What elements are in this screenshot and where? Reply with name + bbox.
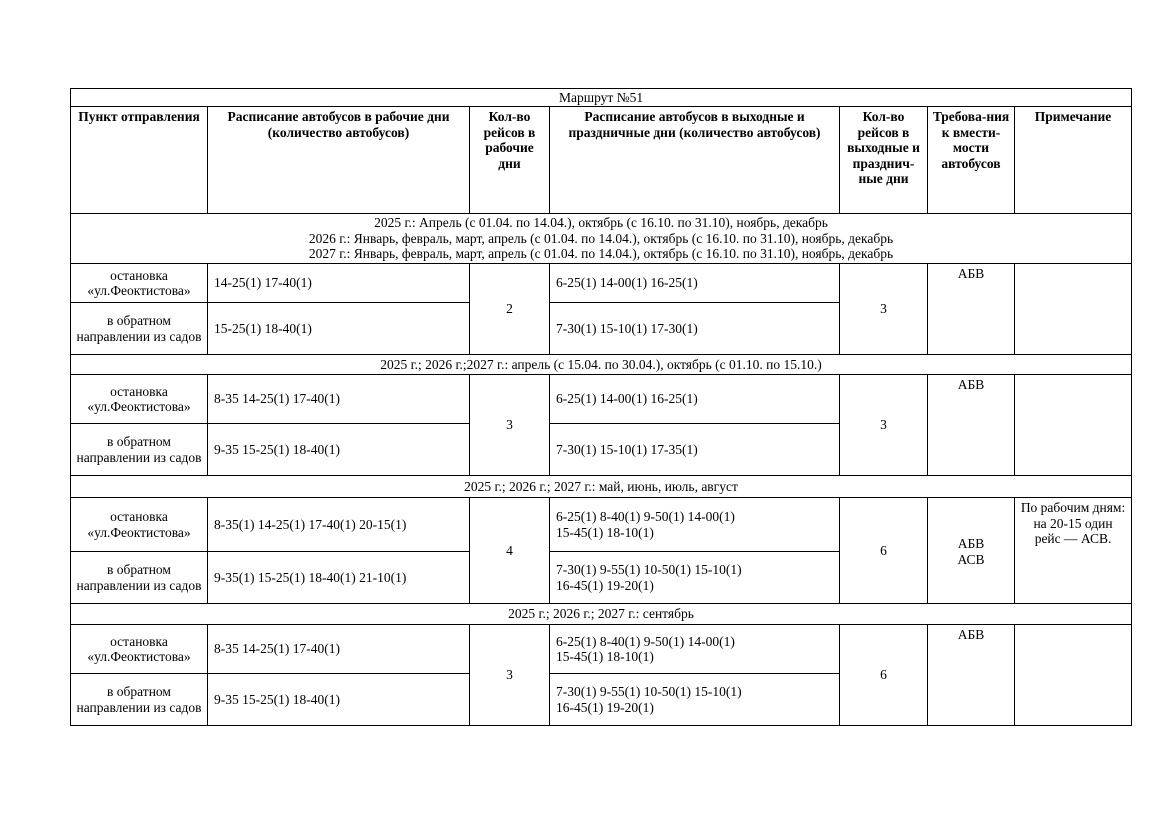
requirements-cell: [928, 264, 1015, 355]
schedule-sections: [71, 214, 1132, 726]
weekday-times-cell: 14-25(1) 17-40(1): [208, 264, 470, 303]
weekend-times-line: 7-30(1) 9-55(1) 10-50(1) 15-10(1): [556, 684, 742, 699]
period-line: 2025 г.; 2026 г.; 2027 г.: сентябрь: [508, 606, 694, 622]
weekend-times-cell: [550, 625, 840, 674]
weekend-times-cell: [550, 424, 840, 476]
header-weekday-count: Кол-во рейсов в рабочие дни: [470, 107, 550, 214]
stop-cell: в обратном направлении из садов: [71, 674, 208, 726]
requirement-value: АБВ: [957, 377, 985, 392]
weekday-times-cell: 8-35 14-25(1) 17-40(1): [208, 375, 470, 424]
requirement-value: АБВ: [957, 536, 985, 551]
period-cell: [71, 604, 1132, 625]
weekday-times-cell: 15-25(1) 18-40(1): [208, 303, 470, 355]
weekday-count-cell: 4: [470, 498, 550, 604]
weekend-times-line: 6-25(1) 14-00(1) 16-25(1): [556, 275, 698, 291]
weekday-times-cell: 8-35 14-25(1) 17-40(1): [208, 625, 470, 674]
header-row: [71, 107, 1132, 214]
requirement-value: АБВ: [957, 266, 985, 281]
period-row: [71, 476, 1132, 498]
weekend-times-line: 16-45(1) 19-20(1): [556, 699, 654, 715]
header-requirements: Требова-ния к вмести-мости автобусов: [928, 107, 1015, 214]
weekend-times-line: 6-25(1) 8-40(1) 9-50(1) 14-00(1): [556, 633, 735, 649]
period-line: 2027 г.: Январь, февраль, март, апрель (с 01.04. по 14.04.), октябрь (с 16.10. по 31.10), ноябрь, декабрь: [308, 246, 894, 262]
weekend-times-line: 16-45(1) 19-20(1): [556, 577, 654, 593]
stop-cell: остановка «ул.Феоктистова»: [71, 264, 208, 303]
requirements-cell: [928, 375, 1015, 476]
stop-cell: остановка «ул.Феоктистова»: [71, 498, 208, 552]
header-note: Примечание: [1015, 107, 1132, 214]
period-line: 2026 г.: Январь, февраль, март, апрель (с 01.04. по 14.04.), октябрь (с 16.10. по 31.10), ноябрь, декабрь: [308, 230, 894, 246]
requirements-cell: [928, 498, 1015, 604]
note-cell: По рабочим дням: на 20-15 один рейс — АСВ.: [1015, 498, 1132, 604]
requirements-cell: [928, 625, 1015, 726]
weekend-times-line: 15-45(1) 18-10(1): [556, 649, 654, 664]
period-cell: [71, 476, 1132, 498]
header-weekend-schedule: Расписание автобусов в выходные и праздничные дни (количество автобусов): [550, 107, 840, 214]
weekend-count-cell: 6: [840, 498, 928, 604]
table-row: [71, 498, 1132, 552]
route-schedule-table: [70, 88, 1132, 726]
table-row: [71, 264, 1132, 303]
header-stop: Пункт отправления: [71, 107, 208, 214]
route-title: Маршрут №51: [71, 89, 1132, 107]
stop-cell: в обратном направлении из садов: [71, 552, 208, 604]
weekend-count-cell: 3: [840, 264, 928, 355]
period-row: [71, 604, 1132, 625]
requirement-value: АСВ: [957, 551, 985, 567]
note-cell: [1015, 264, 1132, 355]
weekend-times-cell: [550, 375, 840, 424]
weekend-times-line: 7-30(1) 9-55(1) 10-50(1) 15-10(1): [556, 562, 742, 577]
weekday-times-cell: 9-35(1) 15-25(1) 18-40(1) 21-10(1): [208, 552, 470, 604]
weekday-count-cell: 3: [470, 375, 550, 476]
weekday-times-cell: 9-35 15-25(1) 18-40(1): [208, 674, 470, 726]
weekday-times-cell: 9-35 15-25(1) 18-40(1): [208, 424, 470, 476]
weekend-times-cell: [550, 552, 840, 604]
requirement-value: АБВ: [957, 627, 985, 642]
weekday-count-cell: 2: [470, 264, 550, 355]
weekend-count-cell: 6: [840, 625, 928, 726]
period-row: [71, 214, 1132, 264]
period-cell: [71, 355, 1132, 375]
stop-cell: в обратном направлении из садов: [71, 424, 208, 476]
table-row: [71, 625, 1132, 674]
header-weekday-schedule: Расписание автобусов в рабочие дни (количество автобусов): [208, 107, 470, 214]
note-cell: [1015, 625, 1132, 726]
weekend-times-line: 7-30(1) 15-10(1) 17-35(1): [556, 441, 698, 457]
table-row: [71, 375, 1132, 424]
weekend-times-cell: [550, 303, 840, 355]
weekend-times-cell: [550, 674, 840, 726]
weekend-times-line: 7-30(1) 15-10(1) 17-30(1): [556, 320, 698, 336]
period-line: 2025 г.; 2026 г.;2027 г.: апрель (с 15.04. по 30.04.), октябрь (с 01.10. по 15.10.): [380, 356, 822, 372]
weekend-times-cell: [550, 498, 840, 552]
weekday-times-cell: 8-35(1) 14-25(1) 17-40(1) 20-15(1): [208, 498, 470, 552]
weekday-count-cell: 3: [470, 625, 550, 726]
weekend-times-cell: [550, 264, 840, 303]
weekend-times-line: 15-45(1) 18-10(1): [556, 524, 654, 540]
period-cell: [71, 214, 1132, 264]
stop-cell: остановка «ул.Феоктистова»: [71, 375, 208, 424]
header-weekend-count: Кол-во рейсов в выходные и празднич-ные дни: [840, 107, 928, 214]
weekend-count-cell: 3: [840, 375, 928, 476]
stop-cell: в обратном направлении из садов: [71, 303, 208, 355]
stop-cell: остановка «ул.Феоктистова»: [71, 625, 208, 674]
period-row: [71, 355, 1132, 375]
period-line: 2025 г.; 2026 г.; 2027 г.: май, июнь, июль, август: [464, 478, 738, 494]
note-cell: [1015, 375, 1132, 476]
weekend-times-line: 6-25(1) 8-40(1) 9-50(1) 14-00(1): [556, 509, 735, 524]
period-line: 2025 г.: Апрель (с 01.04. по 14.04.), октябрь (с 16.10. по 31.10), ноябрь, декабрь: [374, 215, 828, 231]
weekend-times-line: 6-25(1) 14-00(1) 16-25(1): [556, 391, 698, 407]
